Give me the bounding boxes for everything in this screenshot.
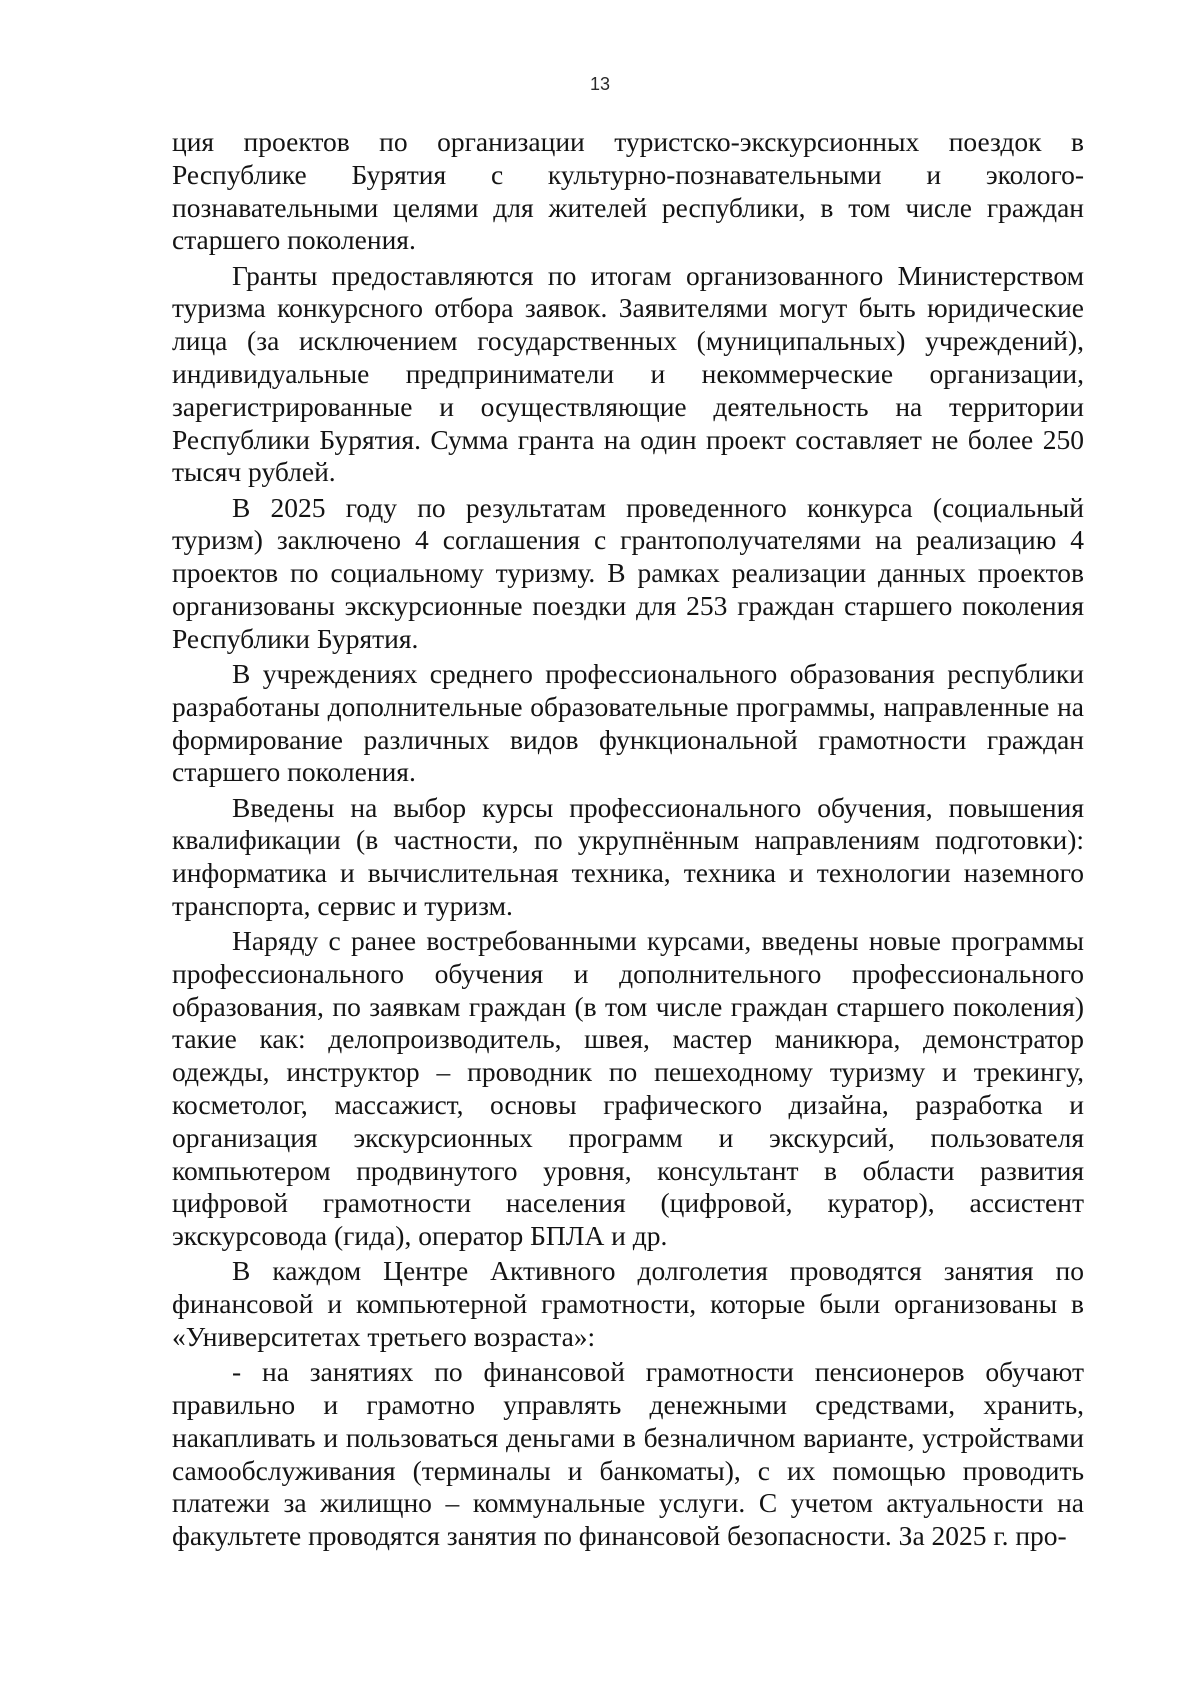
paragraph-4: В учреждениях среднего профессионального образования республики разработаны дополнительные образовательные программы, направленные на формирование различных видов функциональной грамотности граждан старшего поколения. xyxy=(172,657,1084,788)
paragraph-8: - на занятиях по финансовой грамотности пенсионеров обучают правильно и грамотно управлять денежными средствами, хранить, накапливать и пользоваться деньгами в безналичном варианте, устройствами самообслуживания (терминалы и банкоматы), с их помощью проводить платежи за жилищно – коммунальные услуги. С учетом актуальности на факультете проводятся занятия по финансовой безопасности. За 2025 г. про- xyxy=(172,1356,1084,1552)
paragraph-7: В каждом Центре Активного долголетия проводятся занятия по финансовой и компьютерной грамотности, которые были организованы в «Университетах третьего возраста»: xyxy=(172,1255,1084,1353)
paragraph-2: Гранты предоставляются по итогам организованного Министерством туризма конкурсного отбора заявок. Заявителями могут быть юридические лица (за исключением государственных (муниципальных) учреждений), индивидуальные предприниматели и некоммерческие организации, зарегистрированные и осуществляющие деятельность на территории Республики Бурятия. Сумма гранта на один проект составляет не более 250 тысяч рублей. xyxy=(172,259,1084,488)
document-body xyxy=(172,126,1084,1555)
paragraph-3: В 2025 году по результатам проведенного конкурса (социальный туризм) заключено 4 соглашения с грантополучателями на реализацию 4 проектов по социальному туризму. В рамках реализации данных проектов организованы экскурсионные поездки для 253 граждан старшего поколения Республики Бурятия. xyxy=(172,491,1084,654)
paragraph-6: Наряду с ранее востребованными курсами, введены новые программы профессионального обучения и дополнительного профессионального образования, по заявкам граждан (в том числе граждан старшего поколения) такие как: делопроизводитель, швея, мастер маникюра, демонстратор одежды, инструктор – проводник по пешеходному туризму и трекингу, косметолог, массажист, основы графического дизайна, разработка и организация экскурсионных программ и экскурсий, пользователя компьютером продвинутого уровня, консультант в области развития цифровой грамотности населения (цифровой, куратор), ассистент экскурсовода (гида), оператор БПЛА и др. xyxy=(172,925,1084,1252)
paragraph-1: ция проектов по организации туристско-экскурсионных поездок в Республике Бурятия с культурно-познавательными и эколого-познавательными целями для жителей республики, в том числе граждан старшего поколения. xyxy=(172,126,1084,256)
page-number: 13 xyxy=(589,74,611,94)
paragraph-5: Введены на выбор курсы профессионального обучения, повышения квалификации (в частности, по укрупнённым направлениям подготовки): информатика и вычислительная техника, техника и технологии наземного транспорта, сервис и туризм. xyxy=(172,791,1084,921)
